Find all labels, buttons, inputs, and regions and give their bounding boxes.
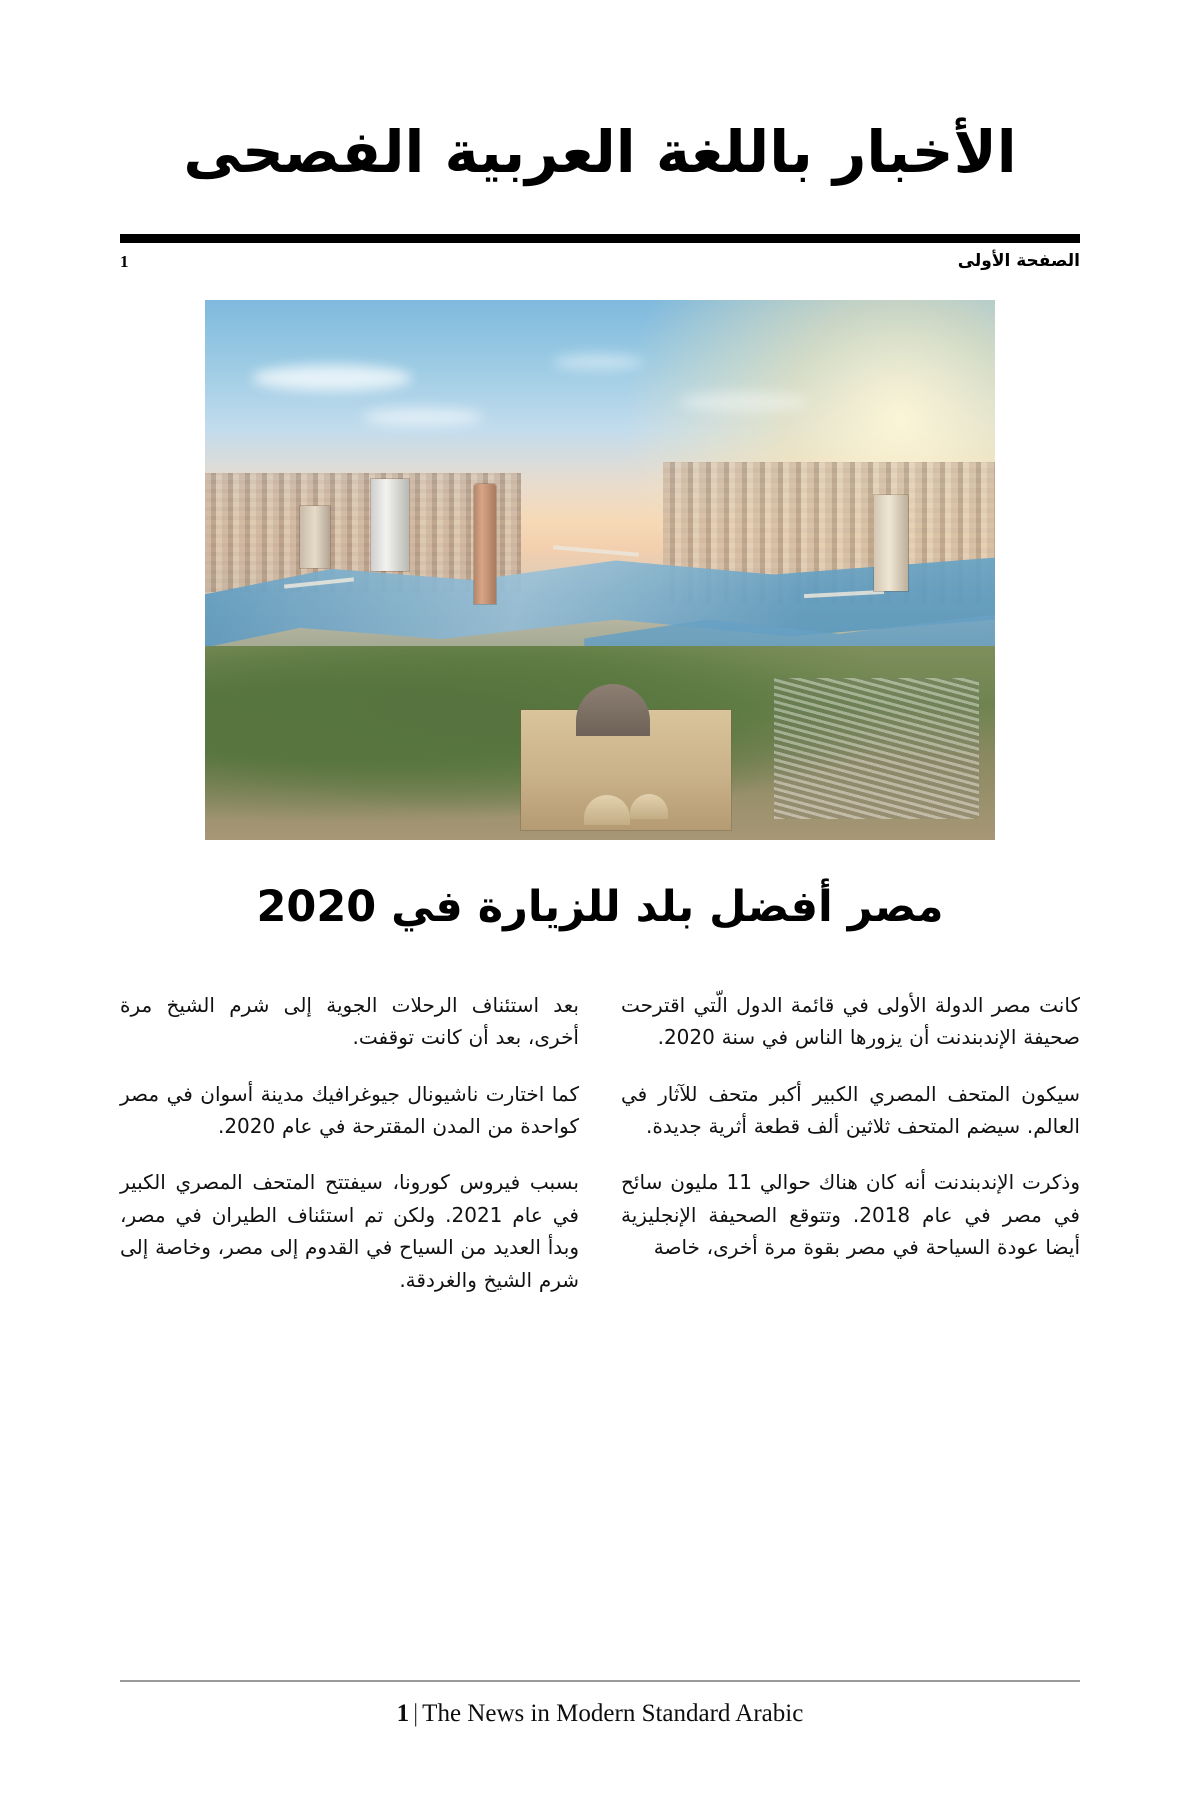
header-page-number: 1 — [120, 251, 129, 271]
hero-photo-aerial-cairo-nile — [205, 300, 995, 840]
header-divider-rule — [120, 234, 1080, 243]
masthead-title: الأخبار باللغة العربية الفصحى — [183, 118, 1017, 186]
cairo-opera-house — [521, 710, 731, 830]
cloud-icon — [252, 365, 412, 391]
footer-text — [120, 1698, 1080, 1731]
building-tower — [371, 479, 409, 571]
building-tower — [300, 506, 330, 568]
footer-publication-name: The News in Modern Standard Arabic — [422, 1699, 804, 1727]
building-tower — [874, 495, 908, 591]
section-label: الصفحة الأولى — [957, 250, 1080, 271]
footer-page-number: 1 — [396, 1699, 410, 1727]
cloud-icon — [363, 408, 483, 426]
cloud-icon — [679, 392, 809, 412]
paragraph: بعد استئناف الرحلات الجوية إلى شرم الشيخ مرة أخرى، بعد أن كانت توقفت. — [120, 992, 579, 1050]
hero-image — [205, 300, 995, 840]
parking-lot — [774, 678, 979, 818]
footer-separator: | — [413, 1699, 419, 1727]
paragraph: بسبب فيروس كورونا، سيفتتح المتحف المصري الكبير في عام 2021. ولكن تم استئناف الطيران في مصر، وبدأ العديد من السياح في القدوم إلى مصر، وخاصة إلى شرم الشيخ والغردقة. — [120, 1170, 579, 1292]
page-footer — [120, 1680, 1080, 1731]
article-column-right — [621, 989, 1080, 1680]
paragraph: وذكرت الإندبندنت أنه كان هناك حوالي 11 مليون سائح في مصر في عام 2018. وتتوقع الصحيفة الإنجليزية أيضا عودة السياحة في مصر بقوة مرة أخرى، خاصة — [621, 1170, 1081, 1260]
article-body — [120, 989, 1080, 1680]
dome — [630, 794, 668, 819]
article-column-left — [120, 989, 579, 1680]
header-bar — [120, 248, 1080, 274]
cloud-icon — [553, 354, 643, 370]
dome — [584, 795, 630, 825]
bridge — [553, 545, 639, 556]
paragraph: كانت مصر الدولة الأولى في قائمة الدول الّتي اقترحت صحيفة الإندبندنت أن يزورها الناس في سنة 2020. — [621, 992, 1080, 1050]
masthead — [120, 118, 1080, 186]
footer-divider-rule — [120, 1680, 1080, 1682]
paragraph: سيكون المتحف المصري الكبير أكبر متحف للآثار في العالم. سيضم المتحف ثلاثين ألف قطعة أثرية جديدة. — [621, 1081, 1080, 1138]
cairo-tower — [474, 484, 496, 604]
paragraph: كما اختارت ناشيونال جيوغرافيك مدينة أسوان في مصر كواحدة من المدن المقترحة في عام 2020. — [120, 1081, 579, 1138]
article-headline: مصر أفضل بلد للزيارة في 2020 — [256, 882, 944, 933]
